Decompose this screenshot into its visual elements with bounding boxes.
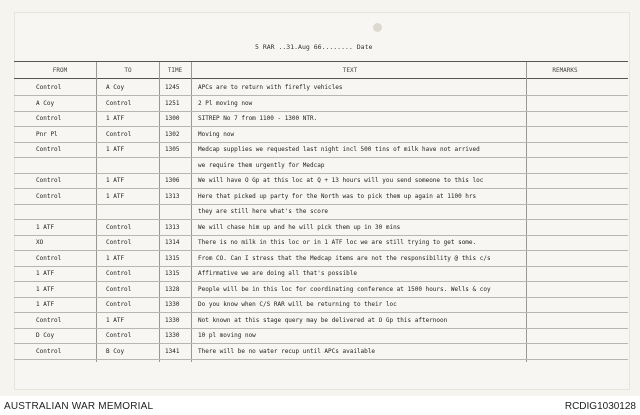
cell-to: 1 ATF bbox=[106, 193, 125, 200]
cell-text: SITREP No 7 from 1100 - 1300 NTR. bbox=[198, 115, 318, 122]
col-divider bbox=[159, 62, 160, 362]
row-rule bbox=[14, 266, 628, 267]
col-header-time: TIME bbox=[167, 67, 183, 74]
cell-to: Control bbox=[106, 286, 132, 293]
cell-time: 1306 bbox=[165, 177, 180, 184]
cell-from: 1 ATF bbox=[36, 224, 55, 231]
cell-to: 1 ATF bbox=[106, 177, 125, 184]
col-header-remarks: REMARKS bbox=[552, 67, 578, 74]
cell-to: 1 ATF bbox=[106, 255, 125, 262]
cell-time: 1313 bbox=[165, 224, 180, 231]
cell-to: A Coy bbox=[106, 84, 125, 91]
cell-to: Control bbox=[106, 224, 132, 231]
cell-from: XO bbox=[36, 239, 44, 246]
cell-to: 1 ATF bbox=[106, 317, 125, 324]
cell-text: 2 Pl moving now bbox=[198, 100, 253, 107]
header-bottom-rule bbox=[14, 78, 628, 79]
cell-from: Control bbox=[36, 115, 62, 122]
col-header-to: TO bbox=[124, 67, 132, 74]
cell-to: 1 ATF bbox=[106, 146, 125, 153]
cell-from: Control bbox=[36, 317, 62, 324]
row-rule bbox=[14, 111, 628, 112]
col-divider bbox=[526, 62, 527, 362]
row-rule bbox=[14, 219, 628, 220]
cell-time: 1341 bbox=[165, 348, 180, 355]
row-rule bbox=[14, 328, 628, 329]
cell-text: From CO. Can I stress that the Medcap items are not the responsibility @ this c/s bbox=[198, 255, 491, 262]
cell-from: 1 ATF bbox=[36, 270, 55, 277]
cell-from: 1 ATF bbox=[36, 301, 55, 308]
cell-time: 1330 bbox=[165, 301, 180, 308]
cell-to: 1 ATF bbox=[106, 115, 125, 122]
col-divider bbox=[191, 62, 192, 362]
col-header-from: FROM bbox=[52, 67, 68, 74]
cell-text: We will have O Gp at this loc at Q + 13 hours will you send someone to this loc bbox=[198, 177, 484, 184]
cell-to: Control bbox=[106, 332, 132, 339]
cell-text: we require them urgently for Medcap bbox=[198, 162, 325, 169]
row-rule bbox=[14, 297, 628, 298]
cell-text: Moving now bbox=[198, 131, 235, 138]
cell-text: We will chase him up and he will pick them up in 30 mins bbox=[198, 224, 401, 231]
cell-text: People will be in this loc for coordinating conference at 1500 hours. Wells & coy bbox=[198, 286, 491, 293]
cell-text: Here that picked up party for the North was to pick them up again at 1100 hrs bbox=[198, 193, 477, 200]
footer-credit: AUSTRALIAN WAR MEMORIAL bbox=[4, 401, 154, 412]
cell-text: There will be no water recup until APCs available bbox=[198, 348, 376, 355]
cell-from: D Coy bbox=[36, 332, 55, 339]
cell-text: 10 pl moving now bbox=[198, 332, 256, 339]
cell-to: B Coy bbox=[106, 348, 125, 355]
cell-to: Control bbox=[106, 239, 132, 246]
cell-time: 1313 bbox=[165, 193, 180, 200]
row-rule bbox=[14, 343, 628, 344]
cell-text: they are still here what's the score bbox=[198, 208, 329, 215]
row-rule bbox=[14, 126, 628, 127]
row-rule bbox=[14, 188, 628, 189]
cell-to: Control bbox=[106, 100, 132, 107]
col-header-text: TEXT bbox=[342, 67, 358, 74]
punch-hole bbox=[373, 23, 382, 32]
cell-to: Control bbox=[106, 270, 132, 277]
cell-from: 1 ATF bbox=[36, 286, 55, 293]
cell-text: Medcap supplies we requested last night incl 500 tins of milk have not arrived bbox=[198, 146, 480, 153]
cell-time: 1328 bbox=[165, 286, 180, 293]
row-rule bbox=[14, 250, 628, 251]
cell-from: Control bbox=[36, 348, 62, 355]
header-top-rule bbox=[14, 61, 628, 62]
cell-time: 1330 bbox=[165, 317, 180, 324]
cell-time: 1315 bbox=[165, 255, 180, 262]
row-rule bbox=[14, 359, 628, 360]
row-rule bbox=[14, 312, 628, 313]
cell-from: Control bbox=[36, 84, 62, 91]
col-divider bbox=[96, 62, 97, 362]
row-rule bbox=[14, 173, 628, 174]
row-rule bbox=[14, 157, 628, 158]
cell-time: 1315 bbox=[165, 270, 180, 277]
row-rule bbox=[14, 281, 628, 282]
cell-from: Control bbox=[36, 193, 62, 200]
footer-id: RCDIG1030128 bbox=[564, 401, 636, 412]
row-rule bbox=[14, 235, 628, 236]
cell-time: 1302 bbox=[165, 131, 180, 138]
sheet-header: 5 RAR ..31.Aug 66........ Date bbox=[255, 43, 373, 51]
cell-time: 1314 bbox=[165, 239, 180, 246]
cell-text: Not known at this stage query may be delivered at O Gp this afternoon bbox=[198, 317, 448, 324]
cell-text: There is no milk in this loc or in 1 ATF loc we are still trying to get some. bbox=[198, 239, 477, 246]
cell-to: Control bbox=[106, 131, 132, 138]
cell-time: 1330 bbox=[165, 332, 180, 339]
row-rule bbox=[14, 204, 628, 205]
cell-time: 1300 bbox=[165, 115, 180, 122]
cell-time: 1245 bbox=[165, 84, 180, 91]
cell-to: Control bbox=[106, 301, 132, 308]
cell-from: Control bbox=[36, 255, 62, 262]
cell-time: 1305 bbox=[165, 146, 180, 153]
cell-from: Control bbox=[36, 146, 62, 153]
cell-time: 1251 bbox=[165, 100, 180, 107]
cell-from: A Coy bbox=[36, 100, 55, 107]
cell-text: Affirmative we are doing all that's possible bbox=[198, 270, 357, 277]
cell-text: Do you know when C/S RAR will be returning to their loc bbox=[198, 301, 397, 308]
cell-from: Pnr Pl bbox=[36, 131, 58, 138]
row-rule bbox=[14, 95, 628, 96]
cell-from: Control bbox=[36, 177, 62, 184]
row-rule bbox=[14, 142, 628, 143]
cell-text: APCs are to return with firefly vehicles bbox=[198, 84, 343, 91]
